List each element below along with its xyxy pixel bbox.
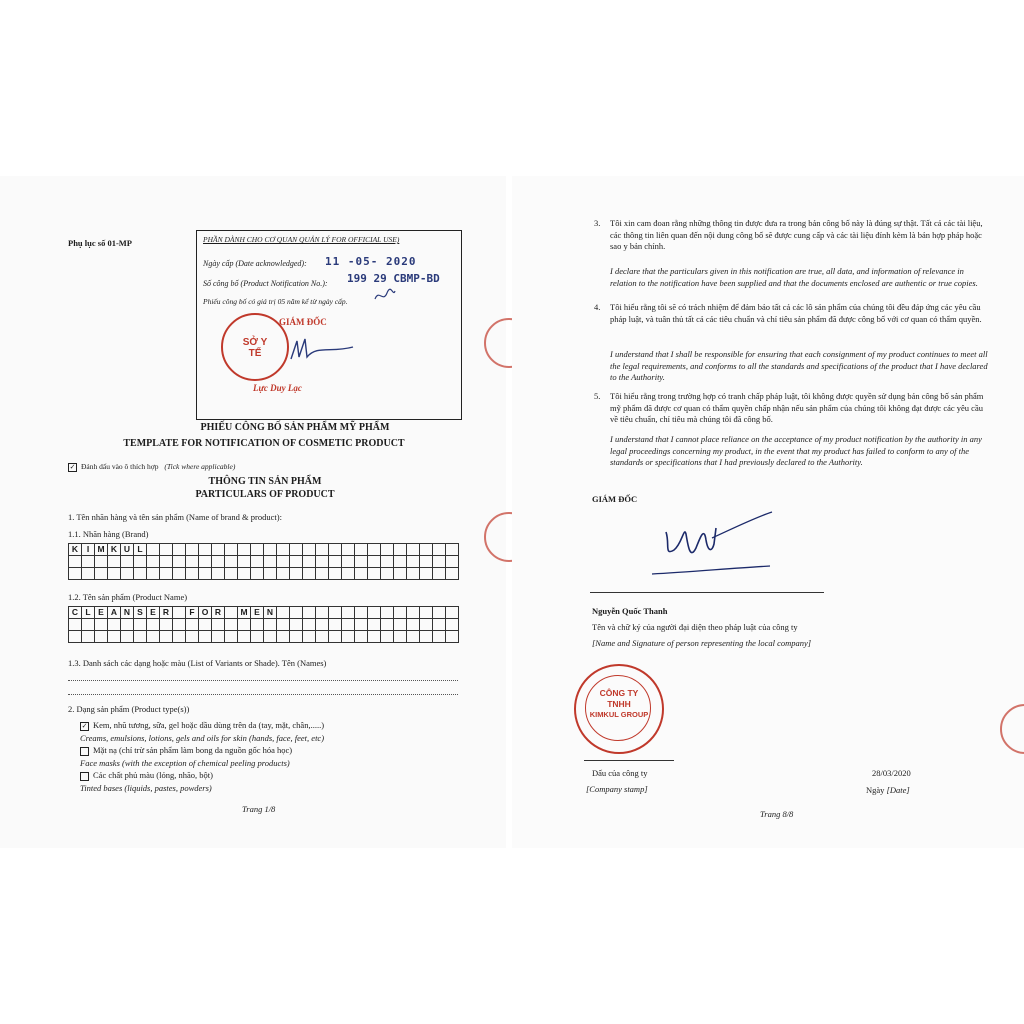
brand-cell (238, 544, 251, 556)
brand-cell (212, 544, 225, 556)
official-initials-signature (373, 285, 397, 307)
product-cell (121, 619, 134, 631)
para-3-vi: Tôi xin cam đoan rằng những thông tin được đưa ra trong bản công bố này là đúng sự thật. Tất cả các tài liệu, các thông tin liên quan đến nội dung công bố sẽ được cung cấp và các tài liệu đính kèm là bản hợp pháp hoặc sao y bản chính. (610, 218, 983, 251)
brand-cell (199, 556, 212, 568)
option-2-en: Face masks (with the exception of chemical peeling products) (80, 758, 290, 768)
section-title-vi: THÔNG TIN SẢN PHẨM (208, 476, 322, 487)
brand-cell (173, 556, 186, 568)
product-cell: N (121, 607, 134, 619)
brand-cell (329, 556, 342, 568)
brand-cell (355, 556, 368, 568)
brand-cell (433, 568, 446, 580)
brand-cell (303, 568, 316, 580)
company-stamp-label-en: [Company stamp] (586, 784, 648, 794)
brand-cell (355, 568, 368, 580)
product-cell (199, 619, 212, 631)
brand-cell (368, 544, 381, 556)
item-1-3-label: 1.3. Danh sách các dạng hoặc màu (List of Variants or Shade). Tên (Names) (68, 658, 327, 668)
para-4-en: I understand that I shall be responsible for ensuring that each consignment of my product continues to meet all the legal requirements, and conforms to all the standards and specifications of the product that I have declared to the Authority. (610, 349, 988, 382)
date-ack-value: 11 -05- 2020 (325, 255, 417, 268)
product-cell: E (147, 607, 160, 619)
company-stamp-label-vi: Dấu của công ty (592, 768, 648, 778)
para-4-number: 4. (594, 302, 601, 312)
brand-cell (277, 568, 290, 580)
brand-cell (342, 568, 355, 580)
validity-note: Phiếu công bố có giá trị 05 năm kể từ ngày cấp. (203, 297, 348, 306)
item-1-2-label: 1.2. Tên sản phẩm (Product Name) (68, 592, 188, 602)
date-ack-label: Ngày cấp (Date acknowledged): (203, 259, 307, 268)
brand-cell (160, 556, 173, 568)
variants-line-1 (68, 680, 458, 681)
brand-cell: M (95, 544, 108, 556)
product-cell: R (160, 607, 173, 619)
product-cell (381, 607, 394, 619)
brand-cell (186, 544, 199, 556)
director-title: GIÁM ĐỐC (592, 494, 638, 504)
product-type-option-2[interactable]: Mặt nạ (chỉ trừ sản phẩm làm bong da nguồn gốc hóa học) (80, 745, 292, 756)
product-cell (368, 631, 381, 643)
brand-cell (95, 568, 108, 580)
brand-cell: U (121, 544, 134, 556)
brand-cell (394, 544, 407, 556)
brand-cell (420, 568, 433, 580)
brand-cell (238, 568, 251, 580)
notification-number-value: 199 29 CBMP-BD (347, 272, 440, 285)
brand-cell (446, 556, 459, 568)
product-cell: A (108, 607, 121, 619)
company-seal: CÔNG TY TNHH KIMKUL GROUP (574, 664, 664, 754)
director-signature (640, 504, 780, 580)
brand-cell: K (69, 544, 82, 556)
brand-cell: L (134, 544, 147, 556)
brand-cell (147, 568, 160, 580)
brand-cell (277, 544, 290, 556)
brand-cell (381, 544, 394, 556)
brand-cell (173, 568, 186, 580)
brand-cell (446, 568, 459, 580)
brand-cell (394, 556, 407, 568)
brand-cell (82, 568, 95, 580)
product-cell (420, 607, 433, 619)
product-cell (277, 631, 290, 643)
option-3-en: Tinted bases (liquids, pastes, powders) (80, 783, 212, 793)
official-header: PHẦN DÀNH CHO CƠ QUAN QUẢN LÝ FOR OFFICIAL USE) (203, 235, 400, 244)
product-cell (186, 631, 199, 643)
date-label: Ngày [Date] (866, 785, 910, 795)
brand-cell (329, 568, 342, 580)
brand-cell (160, 544, 173, 556)
brand-cell (407, 556, 420, 568)
product-cell (147, 619, 160, 631)
product-cell (368, 619, 381, 631)
product-cell (407, 619, 420, 631)
product-cell: R (212, 607, 225, 619)
brand-cell (134, 568, 147, 580)
stamp-line (584, 760, 674, 761)
product-cell (394, 607, 407, 619)
product-cell (199, 631, 212, 643)
representative-name: Nguyễn Quốc Thanh (592, 606, 668, 616)
product-cell (186, 619, 199, 631)
brand-cell (368, 568, 381, 580)
product-cell (160, 631, 173, 643)
brand-cell (186, 568, 199, 580)
product-cell (433, 619, 446, 631)
product-cell (225, 631, 238, 643)
brand-cell (394, 568, 407, 580)
brand-cell (199, 568, 212, 580)
product-cell (342, 607, 355, 619)
date-value: 28/03/2020 (872, 768, 911, 778)
brand-cell (160, 568, 173, 580)
official-signature (287, 335, 357, 365)
brand-cell (173, 544, 186, 556)
product-cell (95, 631, 108, 643)
product-cell (355, 619, 368, 631)
brand-cell (82, 556, 95, 568)
brand-cell (147, 556, 160, 568)
brand-cell (121, 556, 134, 568)
title-en: TEMPLATE FOR NOTIFICATION OF COSMETIC PRODUCT (123, 438, 405, 449)
brand-cell (407, 544, 420, 556)
product-cell (264, 619, 277, 631)
product-cell (290, 607, 303, 619)
representative-label-en: [Name and Signature of person representing the local company] (592, 638, 812, 648)
product-cell (173, 631, 186, 643)
brand-cell (290, 544, 303, 556)
brand-cell (303, 556, 316, 568)
product-cell: F (186, 607, 199, 619)
product-cell: M (238, 607, 251, 619)
product-cell (381, 631, 394, 643)
signature-line (590, 592, 824, 593)
brand-cell (303, 544, 316, 556)
para-3-en: I declare that the particulars given in this notification are true, all data, and information of relevance in relation to the notification have been supplied and that the documents enclosed are authentic or true copies. (610, 266, 978, 288)
product-cell (82, 631, 95, 643)
option-1-en: Creams, emulsions, lotions, gels and oils for skin (hands, face, feet, etc) (80, 733, 325, 743)
brand-cell (121, 568, 134, 580)
product-cell (342, 619, 355, 631)
product-cell (355, 631, 368, 643)
product-cell (368, 607, 381, 619)
product-cell (82, 619, 95, 631)
brand-grid (68, 543, 459, 580)
item-1-label: 1. Tên nhãn hàng và tên sản phẩm (Name of brand & product): (68, 512, 282, 522)
brand-cell (251, 556, 264, 568)
product-cell (134, 619, 147, 631)
product-cell (264, 631, 277, 643)
product-cell (381, 619, 394, 631)
product-cell (69, 631, 82, 643)
section-title-en: PARTICULARS OF PRODUCT (195, 489, 335, 500)
brand-cell (277, 556, 290, 568)
brand-cell (212, 556, 225, 568)
product-cell (212, 631, 225, 643)
brand-cell (264, 556, 277, 568)
product-cell (433, 631, 446, 643)
product-cell (277, 607, 290, 619)
official-signer-name: Lực Duy Lạc (253, 383, 302, 393)
brand-cell: K (108, 544, 121, 556)
title-vi: PHIẾU CÔNG BỐ SẢN PHẨM MỸ PHẨM (200, 422, 390, 433)
brand-cell (108, 556, 121, 568)
product-cell (108, 619, 121, 631)
product-cell (446, 607, 459, 619)
para-3-number: 3. (594, 218, 601, 228)
product-cell (277, 619, 290, 631)
product-cell (394, 619, 407, 631)
product-cell: C (69, 607, 82, 619)
option-2-checkbox[interactable] (80, 747, 89, 756)
product-cell (329, 619, 342, 631)
page-number-left: Trang 1/8 (242, 804, 276, 814)
option-1-checkbox[interactable]: ✓ (81, 721, 88, 730)
brand-cell (69, 556, 82, 568)
brand-cell (407, 568, 420, 580)
product-cell: E (251, 607, 264, 619)
option-3-checkbox[interactable] (80, 772, 89, 781)
product-grid (68, 606, 459, 643)
brand-cell (238, 556, 251, 568)
product-cell (69, 619, 82, 631)
product-cell (446, 619, 459, 631)
product-cell (212, 619, 225, 631)
brand-cell (420, 544, 433, 556)
brand-cell (225, 568, 238, 580)
product-cell: S (134, 607, 147, 619)
para-5-number: 5. (594, 391, 601, 401)
brand-cell (290, 556, 303, 568)
product-cell (303, 631, 316, 643)
product-cell (394, 631, 407, 643)
brand-cell (446, 544, 459, 556)
brand-cell (342, 556, 355, 568)
appendix-label: Phụ lục số 01-MP (68, 238, 132, 248)
product-cell (420, 619, 433, 631)
representative-label-vi: Tên và chữ ký của người đại diện theo pháp luật của công ty (592, 622, 798, 632)
brand-cell (420, 556, 433, 568)
tick-note: ✓ Đánh dấu vào ô thích hợp (Tick where applicable) (69, 462, 236, 471)
product-cell (134, 631, 147, 643)
brand-cell (147, 544, 160, 556)
page-number-right: Trang 8/8 (760, 809, 794, 819)
product-cell (316, 607, 329, 619)
product-cell (173, 607, 186, 619)
product-type-option-1[interactable]: ✓ Kem, nhũ tương, sữa, gel hoặc dầu dùng trên da (tay, mặt, chân,.....) (81, 720, 325, 730)
brand-cell (134, 556, 147, 568)
product-type-option-3[interactable]: Các chất phủ màu (lỏng, nhão, bột) (80, 770, 213, 781)
brand-cell (368, 556, 381, 568)
brand-cell (225, 556, 238, 568)
product-cell (121, 631, 134, 643)
product-cell (108, 631, 121, 643)
product-cell (316, 631, 329, 643)
brand-cell (108, 568, 121, 580)
product-cell (433, 607, 446, 619)
product-cell (290, 631, 303, 643)
brand-cell (251, 568, 264, 580)
item-1-1-label: 1.1. Nhãn hàng (Brand) (68, 529, 149, 539)
brand-cell (212, 568, 225, 580)
brand-cell (290, 568, 303, 580)
brand-cell (199, 544, 212, 556)
product-cell (407, 631, 420, 643)
product-cell (446, 631, 459, 643)
product-cell (290, 619, 303, 631)
product-cell (173, 619, 186, 631)
brand-cell (264, 544, 277, 556)
product-cell (329, 631, 342, 643)
product-cell (316, 619, 329, 631)
brand-cell (95, 556, 108, 568)
para-5-vi: Tôi hiểu rằng trong trường hợp có tranh chấp pháp luật, tôi không được quyền sử dụng bản công bố sản phẩm mỹ phẩm đã được cơ quan có thẩm quyền chấp nhận nếu sản phẩm của chúng tôi không đạt được các yêu cầu về tiêu chuẩn, chỉ tiêu mà chúng tôi đã công bố. (610, 391, 984, 424)
product-cell (355, 607, 368, 619)
brand-cell (225, 544, 238, 556)
para-5-en: I understand that I cannot place reliance on the acceptance of my product notification by the authority in any legal proceedings concerning my product, in the event that my product has failed to conform to any of the standards or specifications that I had previously declared to the Authority. (610, 434, 982, 467)
brand-cell (433, 544, 446, 556)
brand-cell (264, 568, 277, 580)
product-cell (225, 619, 238, 631)
brand-cell (342, 544, 355, 556)
brand-cell: I (82, 544, 95, 556)
brand-cell (381, 568, 394, 580)
product-cell (251, 619, 264, 631)
brand-cell (316, 568, 329, 580)
brand-cell (316, 556, 329, 568)
brand-cell (186, 556, 199, 568)
tick-checkbox-sample: ✓ (69, 462, 76, 471)
product-cell (251, 631, 264, 643)
para-4-vi: Tôi hiểu rằng tôi sẽ có trách nhiệm để đảm bảo tất cả các lô sản phẩm của chúng tôi đều đáp ứng các yêu cầu pháp luật, và tuân thủ tất cả các tiêu chuẩn và chỉ tiêu sản phẩm đã được công bố với cơ quan có thẩm quyền. (610, 302, 982, 324)
health-department-seal: SỞ Y TẾ (221, 313, 289, 381)
variants-line-2 (68, 694, 458, 695)
product-cell: E (95, 607, 108, 619)
product-cell (238, 631, 251, 643)
product-cell (160, 619, 173, 631)
product-cell (238, 619, 251, 631)
brand-cell (69, 568, 82, 580)
official-director-title: GIÁM ĐỐC (279, 317, 327, 327)
item-2-label: 2. Dạng sản phẩm (Product type(s)) (68, 704, 190, 714)
product-cell (147, 631, 160, 643)
product-cell (329, 607, 342, 619)
brand-cell (381, 556, 394, 568)
brand-cell (251, 544, 264, 556)
brand-cell (355, 544, 368, 556)
product-cell (225, 607, 238, 619)
product-cell: N (264, 607, 277, 619)
product-cell (303, 619, 316, 631)
product-cell: O (199, 607, 212, 619)
product-cell: L (82, 607, 95, 619)
brand-cell (316, 544, 329, 556)
brand-cell (329, 544, 342, 556)
product-cell (95, 619, 108, 631)
product-cell (420, 631, 433, 643)
official-use-box (196, 230, 462, 420)
product-cell (407, 607, 420, 619)
product-cell (303, 607, 316, 619)
product-cell (342, 631, 355, 643)
brand-cell (433, 556, 446, 568)
notification-number-label: Số công bố (Product Notification No.): (203, 279, 328, 288)
